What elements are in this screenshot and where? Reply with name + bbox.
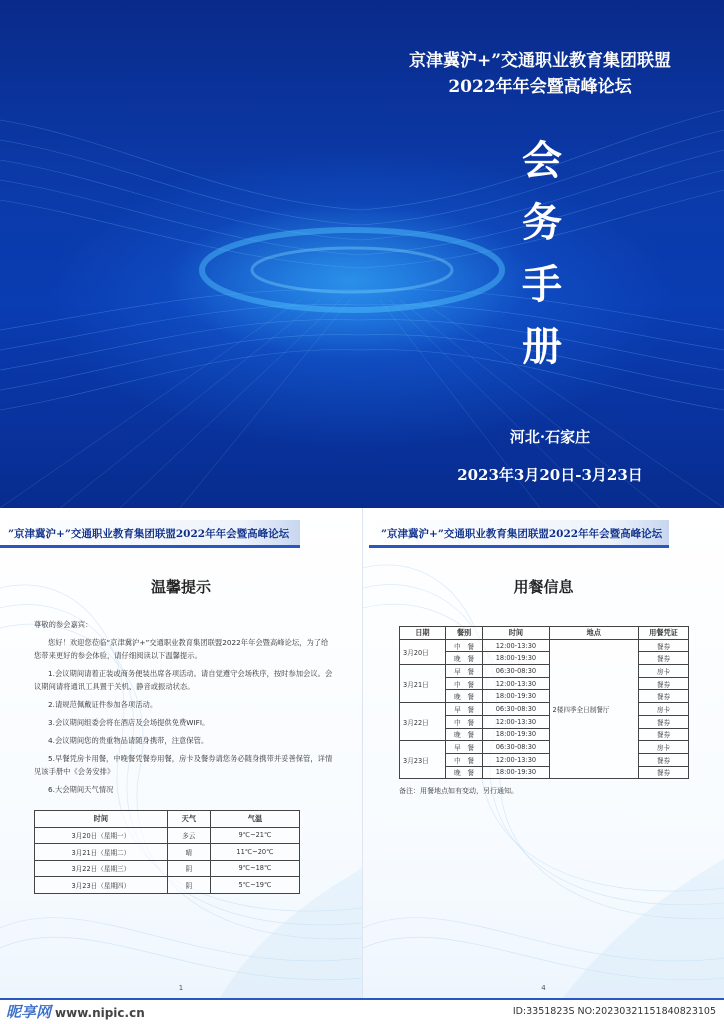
meal-voucher: 房卡	[638, 665, 688, 678]
footer-divider	[0, 998, 724, 1000]
meal-header-cell: 地点	[549, 627, 638, 640]
meal-time: 06:30-08:30	[483, 741, 549, 754]
meal-type: 中 餐	[445, 639, 482, 652]
meal-date: 3月23日	[400, 741, 446, 779]
table-row	[35, 844, 300, 861]
meal-header-cell: 时间	[483, 627, 549, 640]
cover-title-line2: 2022年年会暨高峰论坛	[448, 77, 632, 97]
weather-header-row	[35, 811, 300, 828]
weather-condition: 阴	[167, 877, 210, 894]
meal-header-cell: 餐别	[445, 627, 482, 640]
cover-char: 务	[522, 199, 562, 246]
meal-voucher: 餐券	[638, 728, 688, 741]
meal-voucher: 餐券	[638, 639, 688, 652]
tip-item: 6.大会期间天气情况	[48, 785, 114, 794]
meal-time: 12:00-13:30	[483, 753, 549, 766]
page-number: 4	[541, 984, 546, 992]
meal-time: 12:00-13:30	[483, 639, 549, 652]
meal-voucher: 餐券	[638, 677, 688, 690]
cover-location: 河北·石家庄	[509, 428, 591, 446]
watermark-footer	[0, 998, 724, 1024]
tip-item: 1.会议期间请着正装或商务便装出席各项活动。请自觉遵守会场秩序，按时参加会议。会议期间请将通讯工具置于关机、静音或振动状态。	[34, 669, 333, 691]
table-row	[400, 639, 689, 652]
logo-text: 昵享网	[6, 1003, 52, 1021]
weather-condition: 多云	[167, 827, 210, 844]
tip-item: 4.会议期间您的贵重物品请随身携带，注意保管。	[48, 736, 209, 745]
table-row	[35, 827, 300, 844]
meal-voucher: 餐券	[638, 715, 688, 728]
meal-voucher: 餐券	[638, 753, 688, 766]
meal-voucher: 房卡	[638, 741, 688, 754]
tip-item: 2.请规范佩戴证件参加各项活动。	[48, 700, 158, 709]
right-page	[362, 508, 724, 998]
meal-type: 晚 餐	[445, 690, 482, 703]
cover-main-title	[512, 130, 572, 378]
weather-header-cell: 时间	[35, 811, 168, 828]
page-number: 1	[178, 984, 184, 992]
weather-temp: 9℃~18℃	[210, 860, 299, 877]
meal-time: 18:00-19:30	[483, 690, 549, 703]
table-row	[400, 741, 689, 754]
meal-location: 2楼四季全日制餐厅	[549, 639, 638, 779]
meal-type: 早 餐	[445, 665, 482, 678]
weather-date: 3月22日（星期三）	[35, 860, 168, 877]
weather-header-cell: 气温	[210, 811, 299, 828]
greeting: 尊敬的参会嘉宾：	[34, 620, 93, 629]
meal-time: 12:00-13:30	[483, 715, 549, 728]
meal-time: 06:30-08:30	[483, 703, 549, 716]
tips-body	[34, 618, 334, 801]
left-page-header: ”京津冀沪+”交通职业教育集团联盟2022年年会暨高峰论坛	[0, 520, 300, 548]
meal-voucher: 餐券	[638, 690, 688, 703]
meal-date: 3月21日	[400, 665, 446, 703]
cover-char: 手	[522, 261, 562, 308]
meal-type: 早 餐	[445, 741, 482, 754]
meal-time: 18:00-19:30	[483, 766, 549, 779]
cover-title	[360, 48, 720, 100]
meal-voucher: 餐券	[638, 766, 688, 779]
meal-time: 06:30-08:30	[483, 665, 549, 678]
right-page-header: ”京津冀沪+”交通职业教育集团联盟2022年年会暨高峰论坛	[369, 520, 669, 548]
meal-type: 晚 餐	[445, 766, 482, 779]
site-logo[interactable]	[6, 1001, 145, 1022]
meal-title: 用餐信息	[513, 578, 574, 596]
meal-type: 早 餐	[445, 703, 482, 716]
table-row	[400, 703, 689, 716]
meal-voucher: 餐券	[638, 652, 688, 665]
left-page	[0, 508, 362, 998]
tip-item: 5.早餐凭房卡用餐，中晚餐凭餐券用餐，房卡及餐券请您务必随身携带并妥善保管，详情见该手册中《会务安排》	[34, 754, 333, 776]
meal-date: 3月22日	[400, 703, 446, 741]
weather-temp: 9℃~21℃	[210, 827, 299, 844]
table-row	[35, 860, 300, 877]
meal-date: 3月20日	[400, 639, 446, 664]
meal-table	[399, 626, 689, 779]
weather-temp: 5℃~19℃	[210, 877, 299, 894]
meal-type: 中 餐	[445, 753, 482, 766]
cover-date: 2023年3月20日-3月23日	[457, 466, 643, 484]
meal-type: 晚 餐	[445, 652, 482, 665]
logo-url: www.nipic.cn	[55, 1006, 145, 1020]
intro-paragraph: 您好！欢迎您莅临“京津冀沪+”交通职业教育集团联盟2022年年会暨高峰论坛，为了给您带来更好的参会体验，请仔细阅读以下温馨提示。	[34, 638, 329, 660]
weather-date: 3月23日（星期四）	[35, 877, 168, 894]
cover-title-line1: 京津冀沪+”交通职业教育集团联盟	[408, 51, 672, 71]
weather-condition: 阴	[167, 860, 210, 877]
weather-date: 3月21日（星期二）	[35, 844, 168, 861]
cover-char: 会	[522, 137, 562, 184]
weather-header-cell: 天气	[167, 811, 210, 828]
meal-header-cell: 日期	[400, 627, 446, 640]
table-row	[35, 877, 300, 894]
tip-item: 3.会议期间组委会将在酒店及会场提供免费WIFI。	[48, 718, 210, 727]
meal-voucher: 房卡	[638, 703, 688, 716]
meal-type: 晚 餐	[445, 728, 482, 741]
weather-table	[34, 810, 300, 894]
weather-temp: 11℃~20℃	[210, 844, 299, 861]
tips-title: 温馨提示	[150, 578, 211, 596]
meal-note: 备注：用餐地点如有变动，另行通知。	[399, 787, 518, 795]
meal-type: 中 餐	[445, 677, 482, 690]
cover	[0, 0, 724, 508]
meal-time: 18:00-19:30	[483, 652, 549, 665]
weather-condition: 晴	[167, 844, 210, 861]
weather-date: 3月20日（星期一）	[35, 827, 168, 844]
meal-time: 12:00-13:30	[483, 677, 549, 690]
meal-time: 18:00-19:30	[483, 728, 549, 741]
image-id: ID:3351823S NO:20230321151840823105	[512, 1006, 716, 1017]
table-row	[400, 665, 689, 678]
meal-header-cell: 用餐凭证	[638, 627, 688, 640]
meal-header-row	[400, 627, 689, 640]
cover-char: 册	[522, 323, 562, 370]
meal-type: 中 餐	[445, 715, 482, 728]
